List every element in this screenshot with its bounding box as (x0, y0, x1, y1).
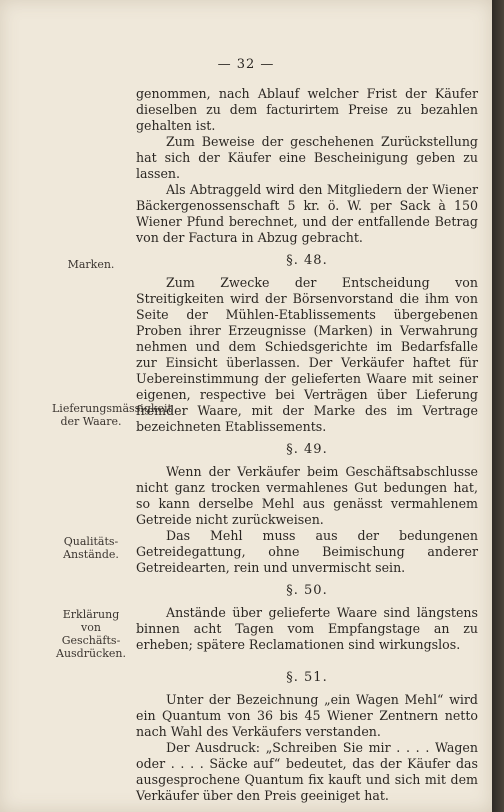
paragraph-zurueckstellung: Zum Beweise der geschehenen Zurückstellung hat sich der Käufer eine Bescheinigung geben zu lassen. (136, 134, 478, 181)
section-heading-48: §. 48. (286, 253, 328, 268)
main-text-column (136, 86, 478, 804)
section-51-text-1: Unter der Bezeichnung „ein Wagen Mehl“ wird ein Quantum von 36 bis 45 Wiener Zentnern netto nach Wahl des Verkäufers verstanden. (136, 692, 478, 739)
paragraph-continuation: genommen, nach Ablauf welcher Frist der Käufer dieselben zu dem facturirtem Preise zu bezahlen gehalten ist. (136, 86, 478, 133)
section-49-text-2: Das Mehl muss aus der bedungenen Getreidegattung, ohne Beimischung anderer Getreidearten, rein und unvermischt sein. (136, 528, 478, 575)
margin-note-marken: Marken. (67, 258, 115, 271)
section-heading-50: §. 50. (286, 583, 328, 598)
section-50-text: Anstände über gelieferte Waare sind längstens binnen acht Tagen vom Empfangstage an zu erheben; spätere Reclamationen sind wirkungslos. (136, 605, 478, 652)
page-edge-shadow (492, 0, 504, 812)
section-heading-51: §. 51. (286, 670, 328, 685)
page-number: — 32 — (217, 57, 275, 72)
margin-note-qualitaets: Qualitäts-Anstände. (63, 535, 119, 561)
section-49-text-1: Wenn der Verkäufer beim Geschäftsabschlusse nicht ganz trocken vermahlenes Gut bedungen hat, so kann derselbe Mehl aus genässt vermahlenem Getreide nicht zurückweisen. (136, 464, 478, 527)
section-51-text-2: Der Ausdruck: „Schreiben Sie mir . . . . Wagen oder . . . . Säcke auf“ bedeutet, das der Käufer das ausgesprochene Quantum fix kauft und sich mit dem Verkäufer über den Preis geeiniget hat. (136, 740, 478, 803)
margin-note-lieferungsmaessigkeit: Lieferungsmässigkeit der Waare. (52, 402, 172, 428)
margin-note-erklaerung: Erklärung von Geschäfts-Ausdrücken. (56, 608, 126, 660)
section-48-text: Zum Zwecke der Entscheidung von Streitigkeiten wird der Börsenvorstand die ihm von Seite der Mühlen-Etablissements übergebenen Proben ihrer Erzeugnisse (Marken) in Verwahrung nehmen und dem Schiedsgerichte im Bedarfsfalle zur Einsicht überlassen. Der Verkäufer haftet für Uebereinstimmung der gelieferten Waare mit seiner eigenen, respective bei Verträgen über Lieferung fremder Waare, mit der Marke des im Vertrage bezeichneten Etablissements. (136, 275, 478, 434)
paragraph-abtraggeld: Als Abtraggeld wird den Mitgliedern der Wiener Bäckergenossenschaft 5 kr. ö. W. per Sack à 150 Wiener Pfund berechnet, und der entfallende Betrag von der Factura in Abzug gebracht. (136, 182, 478, 245)
section-heading-49: §. 49. (286, 442, 328, 457)
